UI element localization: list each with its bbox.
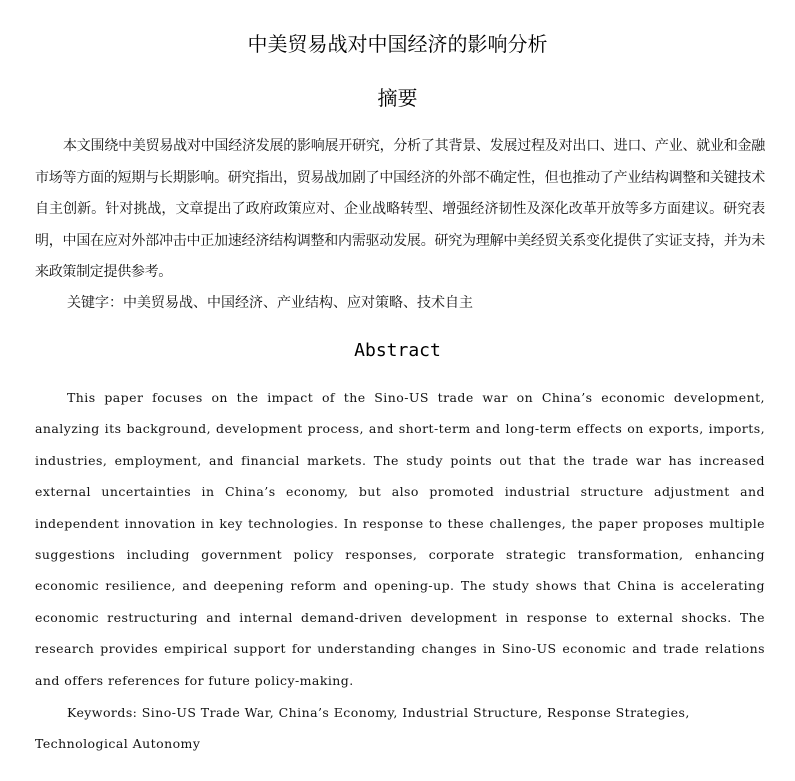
keywords-en: Keywords: Sino-US Trade War, China’s Economy, Industrial Structure, Response Strategies, Technological Autonomy [35, 705, 690, 752]
abstract-body-en: This paper focuses on the impact of the Sino-US trade war on China’s economic development, analyzing its background, development process, and short-term and long-term effects on exports, imports, industries, employment, and financial markets. The study points out that the trade war has increased external uncertainties in China’s economy, but also promoted industrial structure adjustment and independent innovation in key technologies. In response to these challenges, the paper proposes multiple suggestions including government policy responses, corporate strategic transformation, enhancing economic resilience, and deepening reform and opening-up. The study shows that China is accelerating economic restructuring and internal demand-driven development in response to external shocks. The research provides empirical support for understanding changes in Sino-US economic and trade relations and offers references for future policy-making. [35, 390, 765, 688]
paper-title: 中美贸易战对中国经济的影响分析 [247, 32, 548, 56]
keywords-cn: 关键字：中美贸易战、中国经济、产业结构、应对策略、技术自主 [67, 295, 473, 311]
abstract-heading-en: Abstract [354, 340, 441, 361]
abstract-body-cn: 本文围绕中美贸易战对中国经济发展的影响展开研究，分析了其背景、发展过程及对出口、进口、产业、就业和金融市场等方面的短期与长期影响。研究指出，贸易战加剧了中国经济的外部不确定性，但也推动了产业结构调整和关键技术自主创新。针对挑战，文章提出了政府政策应对、企业战略转型、增强经济韧性及深化改革开放等多方面建议。研究表明，中国在应对外部冲击中正加速经济结构调整和内需驱动发展。研究为理解中美经贸关系变化提供了实证支持，并为未来政策制定提供参考。 [35, 138, 765, 280]
abstract-heading-cn: 摘要 [377, 86, 418, 110]
